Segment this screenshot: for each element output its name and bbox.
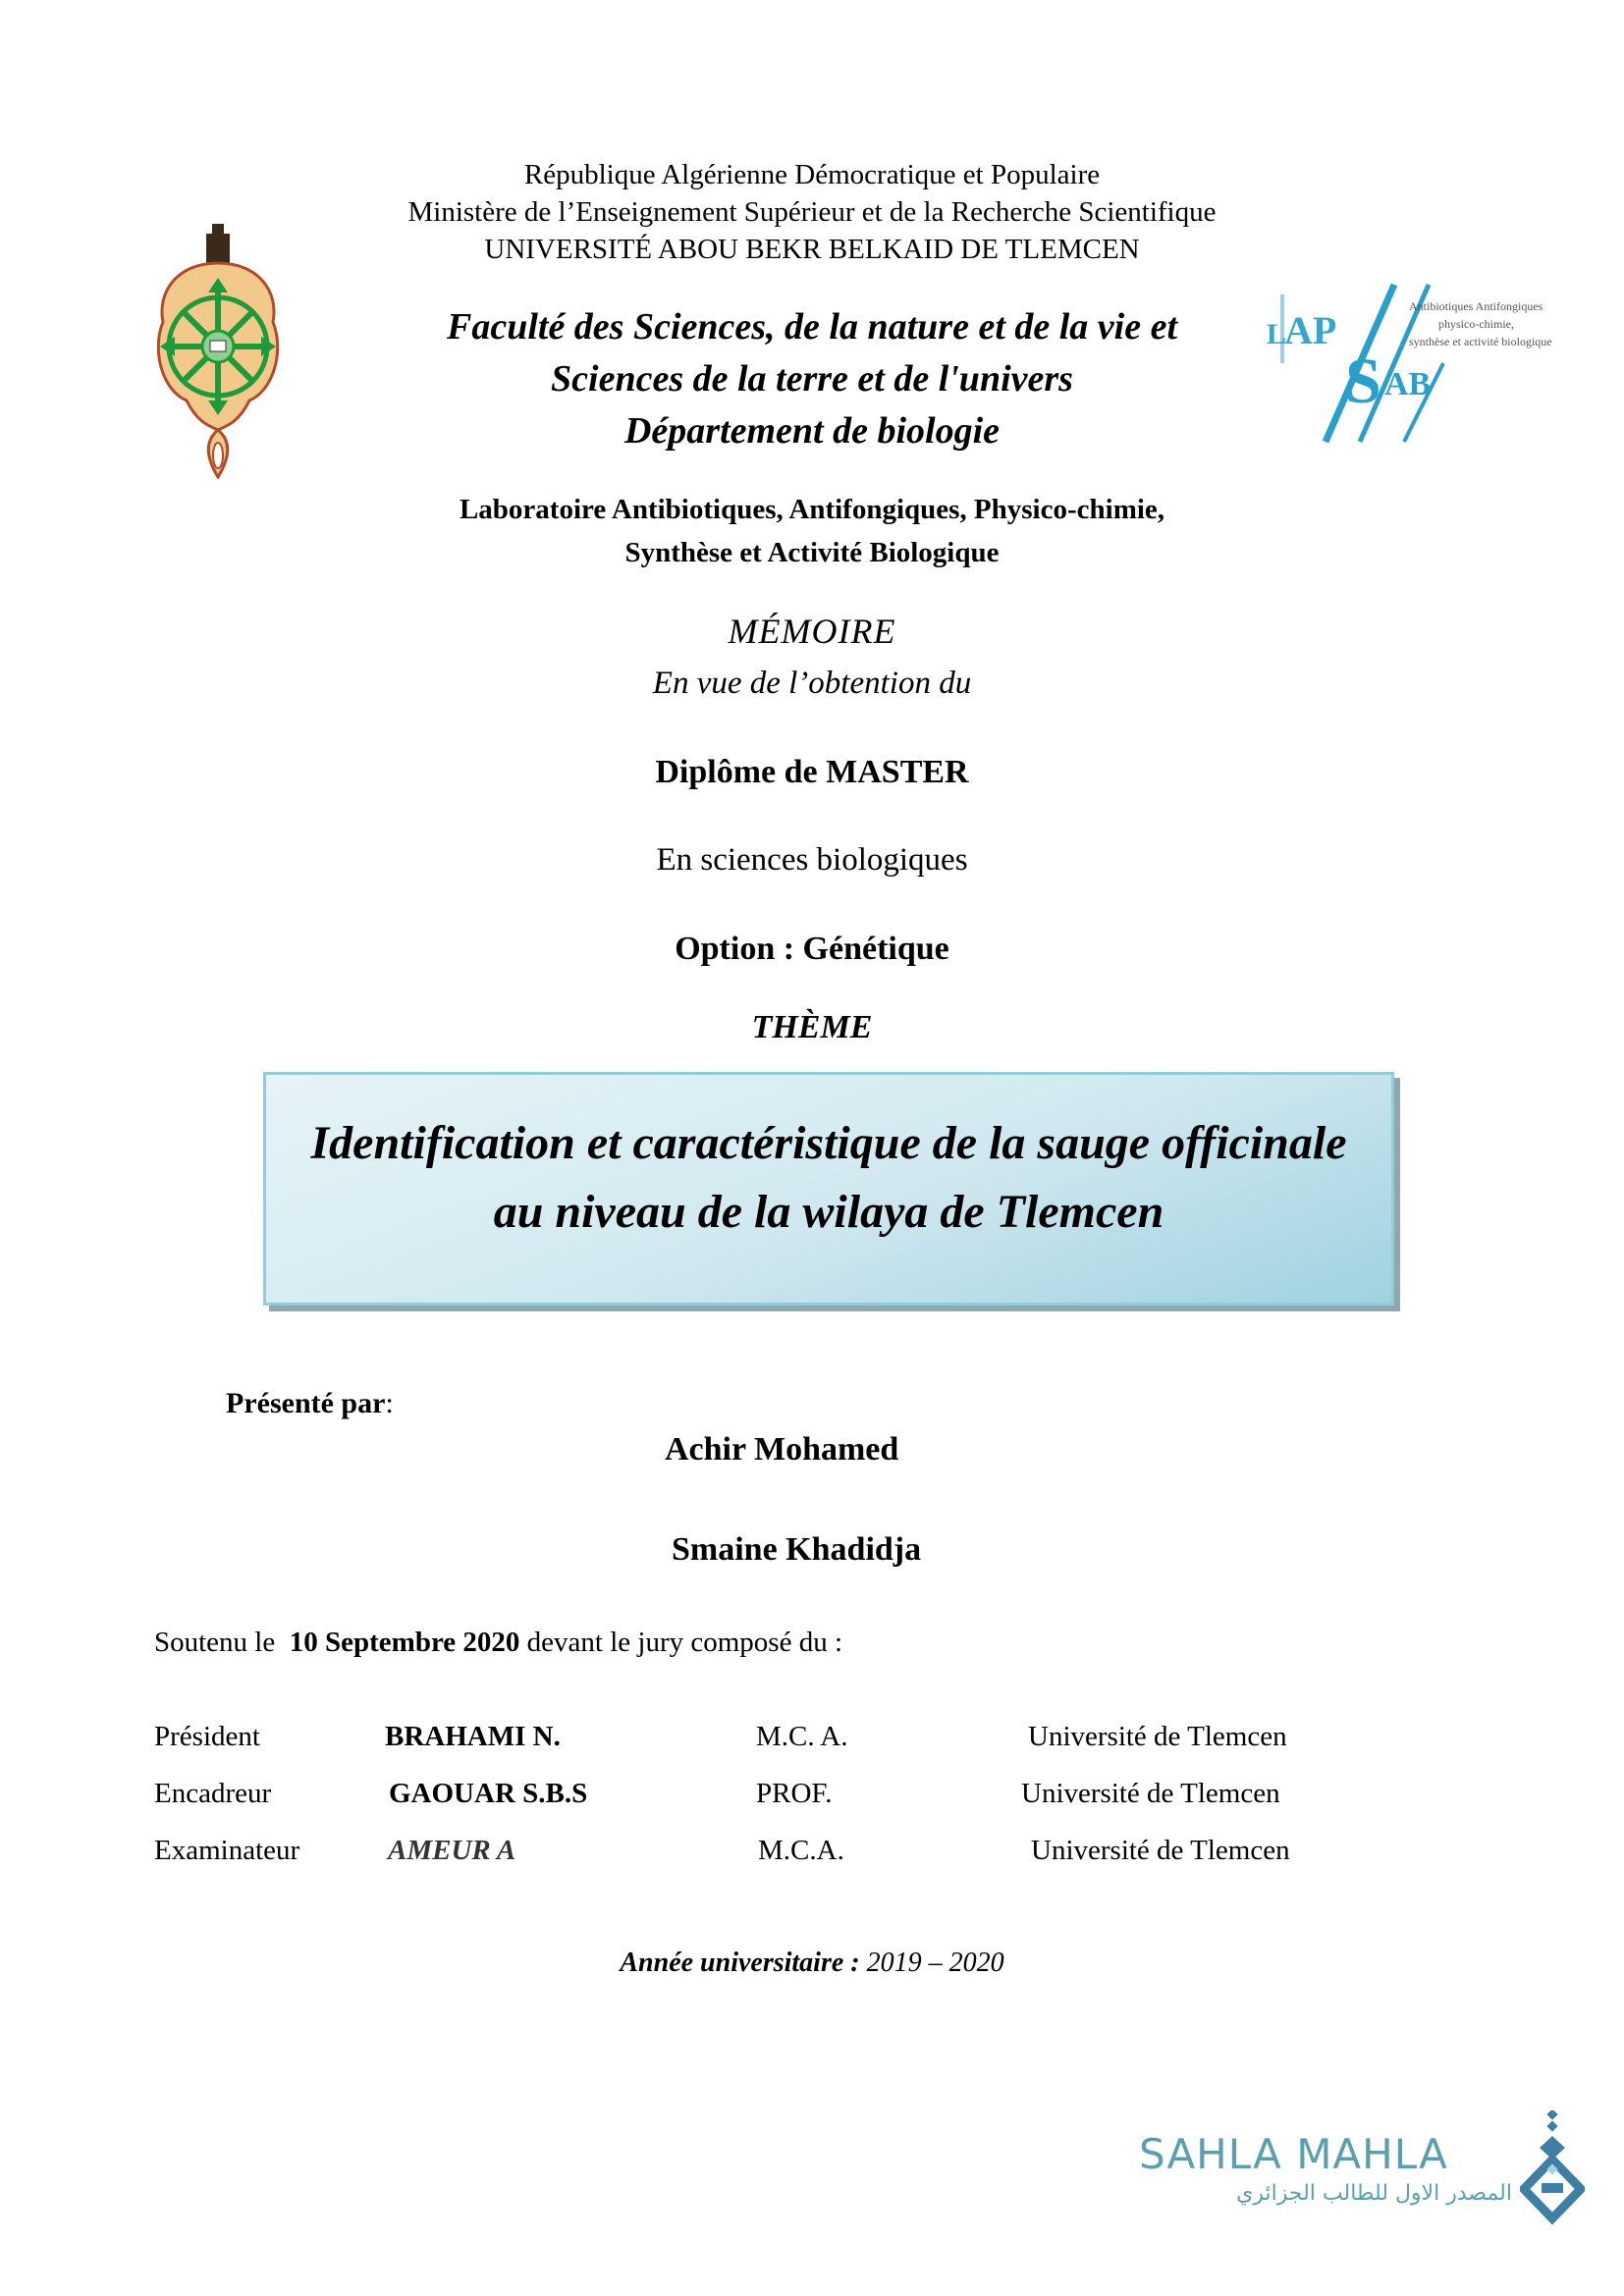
jury-name: AMEUR A <box>388 1835 516 1866</box>
author-2: Smaine Khadidja <box>672 1531 922 1568</box>
option: Option : Génétique <box>675 931 949 967</box>
sahla-mahla-emblem-icon <box>1520 2110 1585 2228</box>
field: En sciences biologiques <box>656 842 968 878</box>
presented-by <box>226 1387 394 1420</box>
header-ministry: Ministère de l’Enseignement Supérieur et de la Recherche Scientifique <box>407 196 1217 228</box>
lab-logo-caption-3: synthèse et activité biologique <box>1409 335 1552 348</box>
jury-grade: M.C.A. <box>758 1835 844 1866</box>
header-republic: République Algérienne Démocratique et Populaire <box>523 159 1101 190</box>
jury-name: GAOUAR S.B.S <box>389 1778 588 1809</box>
svg-text:S: S <box>1345 346 1381 417</box>
academic-year-label: Année universitaire : <box>620 1948 860 1978</box>
theme-box <box>263 1072 1394 1306</box>
memoire-title: MÉMOIRE <box>728 612 896 651</box>
theme-label: THÈME <box>751 1009 873 1045</box>
jury-name: BRAHAMI N. <box>385 1721 561 1752</box>
jury-role: Encadreur <box>154 1778 272 1809</box>
academic-year <box>0 1948 1624 1979</box>
faculty-line-1: Faculté des Sciences, de la nature et de la vie et <box>446 306 1178 347</box>
defense-prefix: Soutenu le <box>154 1627 276 1658</box>
watermark-title: SAHLA MAHLA <box>1139 2130 1448 2178</box>
jury-role: Président <box>154 1721 260 1752</box>
author-1: Achir Mohamed <box>665 1431 899 1468</box>
department: Département de biologie <box>623 410 1001 452</box>
jury-grade: M.C. A. <box>756 1721 848 1752</box>
svg-text:AB: AB <box>1384 366 1432 402</box>
jury-institution: Université de Tlemcen <box>1031 1835 1290 1866</box>
laboratory-line-1: Laboratoire Antibiotiques, Antifongiques, Physico-chimie, <box>459 494 1165 525</box>
defense-date: 10 Septembre 2020 <box>289 1627 520 1658</box>
svg-text:L: L <box>1267 318 1287 350</box>
jury-institution: Université de Tlemcen <box>1028 1721 1287 1752</box>
lab-logo-caption-2: physico-chimie, <box>1438 317 1514 331</box>
laboratory-line-2: Synthèse et Activité Biologique <box>624 537 1000 568</box>
academic-year-value: 2019 – 2020 <box>866 1948 1004 1978</box>
faculty-line-2: Sciences de la terre et de l'univers <box>551 358 1073 400</box>
lab-logo-caption-1: Antibiotiques Antifongiques <box>1409 299 1543 313</box>
defense-line <box>154 1627 842 1659</box>
watermark-subtitle: المصدر الاول للطالب الجزائري <box>1236 2181 1512 2206</box>
svg-text:AP: AP <box>1284 308 1337 352</box>
theme-title-line-1: Identification et caractéristique de la sauge officinale <box>310 1117 1347 1169</box>
sahla-mahla-watermark <box>1139 2120 1591 2228</box>
header-university: UNIVERSITÉ ABOU BEKR BELKAID DE TLEMCEN <box>484 234 1140 265</box>
presented-by-colon: : <box>385 1387 394 1419</box>
diploma: Diplôme de MASTER <box>655 754 969 790</box>
jury-institution: Université de Tlemcen <box>1021 1778 1280 1809</box>
jury-role: Examinateur <box>154 1835 300 1866</box>
memoire-subtitle: En vue de l’obtention du <box>652 666 972 701</box>
theme-title-line-2: au niveau de la wilaya de Tlemcen <box>493 1186 1164 1238</box>
presented-by-label: Présenté par <box>226 1387 386 1419</box>
defense-suffix: devant le jury composé du : <box>526 1627 843 1658</box>
jury-grade: PROF. <box>756 1778 833 1809</box>
